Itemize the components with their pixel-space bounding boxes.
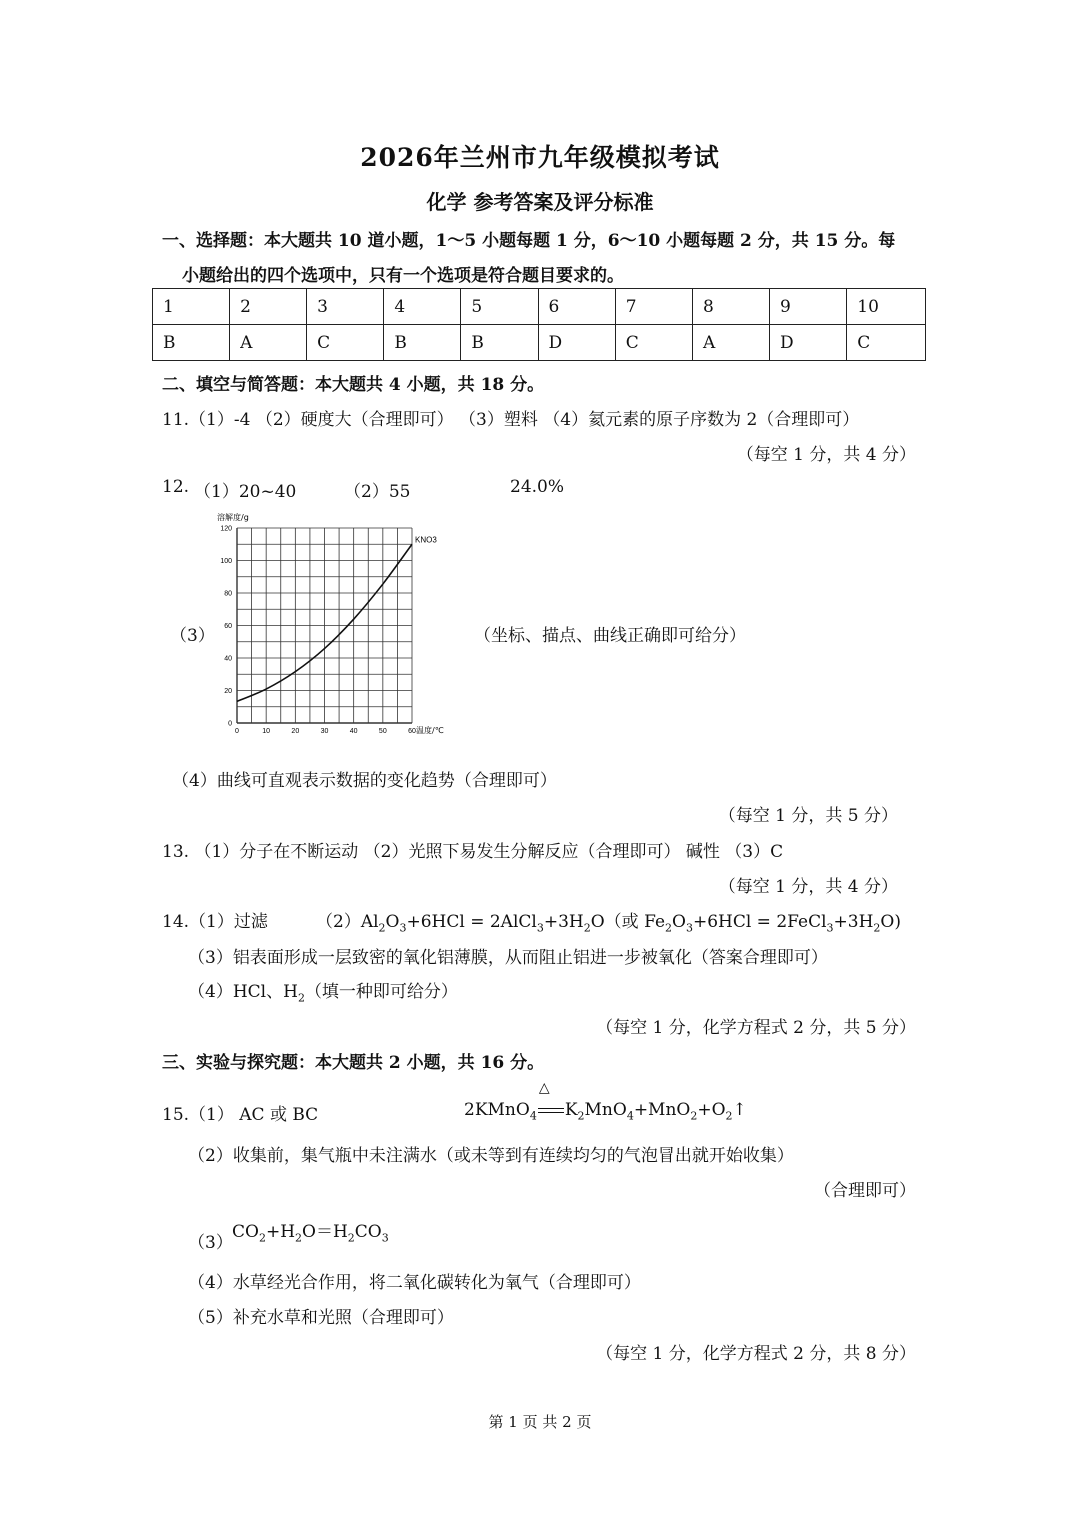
- q15-part3-label: （3）: [188, 1233, 233, 1253]
- x-tick-label: 50: [378, 728, 387, 735]
- section1-heading-line1: 一、选择题：本大题共 10 道小题，1～5 小题每题 1 分，6～10 小题每题 2 分，共 15 分。每: [162, 231, 896, 251]
- q15-score: （每空 1 分，化学方程式 2 分，共 8 分）: [596, 1344, 916, 1364]
- y-tick-label: 20: [224, 688, 232, 695]
- q12-part3-note: （坐标、描点、曲线正确即可给分）: [474, 626, 746, 646]
- y-tick-label: 80: [224, 590, 232, 598]
- table-cell: 10: [847, 289, 926, 325]
- q14-part2-label: （2）: [316, 912, 361, 932]
- page-subtitle: 化学 参考答案及评分标准: [426, 190, 654, 214]
- q12-number: 12.: [162, 477, 190, 497]
- table-cell: 8: [692, 289, 769, 325]
- table-cell: B: [461, 325, 538, 361]
- q11-answer: 11.（1）-4 （2）硬度大（合理即可） （3）塑料 （4）氦元素的原子序数为 2（合理即可）: [162, 410, 860, 430]
- table-cell: A: [692, 325, 769, 361]
- y-tick-label: 120: [220, 525, 232, 533]
- q12-part1: （1）20~40: [194, 482, 297, 502]
- table-cell: 9: [770, 289, 847, 325]
- q15-part2: （2）收集前，集气瓶中未注满水（或未等到有连续均匀的气泡冒出就开始收集）: [188, 1146, 794, 1166]
- table-cell: D: [538, 325, 615, 361]
- x-tick-label: 30: [320, 728, 329, 735]
- solubility-chart: [205, 510, 475, 750]
- q14-part1: 14.（1）过滤: [162, 912, 268, 932]
- page-title: 2026年兰州市九年级模拟考试: [360, 143, 720, 172]
- y-tick-label: 60: [224, 623, 232, 630]
- table-row-answers: [153, 325, 926, 361]
- q13-score: （每空 1 分，共 4 分）: [718, 877, 898, 897]
- q15-part3-equation: $CO_2+H_2O=H_2CO_3$: [232, 1222, 389, 1245]
- section1-heading-line2: 小题给出的四个选项中，只有一个选项是符合题目要求的。: [182, 266, 624, 286]
- table-cell: C: [307, 325, 384, 361]
- x-tick-label: 60: [408, 728, 416, 735]
- delta-symbol: △: [538, 1080, 550, 1096]
- q15-part2-note: （合理即可）: [814, 1181, 916, 1201]
- q12-part4: （4）曲线可直观表示数据的变化趋势（合理即可）: [172, 771, 557, 791]
- q14-part3: （3）铝表面形成一层致密的氧化铝薄膜，从而阻止铝进一步被氧化（答案合理即可）: [188, 948, 828, 968]
- x-axis-label: 温度/℃: [416, 726, 444, 735]
- q12-part2-percent: 24.0%: [510, 477, 565, 497]
- multiple-choice-answer-table: [152, 288, 926, 361]
- q15-part1-equation: 2KMnO$_4$ △ $K_2MnO_4+MnO_2+O_2↑$: [464, 1080, 747, 1123]
- section3-heading: 三、实验与探究题：本大题共 2 小题，共 16 分。: [162, 1053, 545, 1073]
- table-cell: 2: [230, 289, 307, 325]
- q15-part4: （4）水草经光合作用，将二氧化碳转化为氧气（合理即可）: [188, 1273, 641, 1293]
- y-tick-label: 100: [220, 558, 232, 565]
- q14-part4: （4）HCl、$H_2$（填一种即可给分）: [188, 982, 458, 1005]
- q15-part5: （5）补充水草和光照（合理即可）: [188, 1308, 454, 1328]
- q12-part3-label: （3）: [170, 626, 215, 646]
- q12-part2: （2）55: [344, 482, 411, 502]
- q14-score: （每空 1 分，化学方程式 2 分，共 5 分）: [596, 1018, 916, 1038]
- table-cell: B: [153, 325, 230, 361]
- q14-part2-equation: $(2)Al_2O_3+6HCl$ = $2AlCl_3+3H_2O$（或 $Fe_2O_3+6HCl$ = $2FeCl_3+3H_2O$): [316, 912, 901, 935]
- table-cell: 4: [384, 289, 461, 325]
- y-axis-label: 溶解度/g: [217, 513, 249, 522]
- table-cell: 1: [153, 289, 230, 325]
- page-footer: 第 1 页 共 2 页: [488, 1413, 592, 1431]
- table-cell: 7: [615, 289, 692, 325]
- table-cell: 6: [538, 289, 615, 325]
- q15-part1: 15.（1） AC 或 BC: [162, 1105, 319, 1125]
- q12-score: （每空 1 分，共 5 分）: [718, 806, 898, 826]
- table-cell: C: [615, 325, 692, 361]
- table-cell: D: [770, 325, 847, 361]
- table-cell: C: [847, 325, 926, 361]
- table-cell: 3: [307, 289, 384, 325]
- table-cell: B: [384, 325, 461, 361]
- x-tick-label: 10: [262, 728, 271, 735]
- q13-answer: 13. （1）分子在不断运动 （2）光照下易发生分解反应（合理即可） 碱性 （3）C: [162, 842, 784, 862]
- q11-score: （每空 1 分，共 4 分）: [736, 445, 916, 465]
- y-tick-label: 0: [228, 720, 232, 728]
- x-tick-label: 0: [235, 728, 239, 735]
- y-tick-label: 40: [224, 655, 232, 663]
- x-tick-label: 20: [291, 728, 300, 735]
- table-cell: A: [230, 325, 307, 361]
- section2-heading: 二、填空与简答题：本大题共 4 小题，共 18 分。: [162, 375, 545, 395]
- series-label-kno3: KNO3: [415, 535, 437, 545]
- q14-part4-label: （4）: [188, 982, 233, 1002]
- q14-part4-text: （填一种即可给分）: [304, 982, 458, 1002]
- table-cell: 5: [461, 289, 538, 325]
- table-row-numbers: [153, 289, 926, 325]
- x-tick-label: 40: [349, 728, 358, 735]
